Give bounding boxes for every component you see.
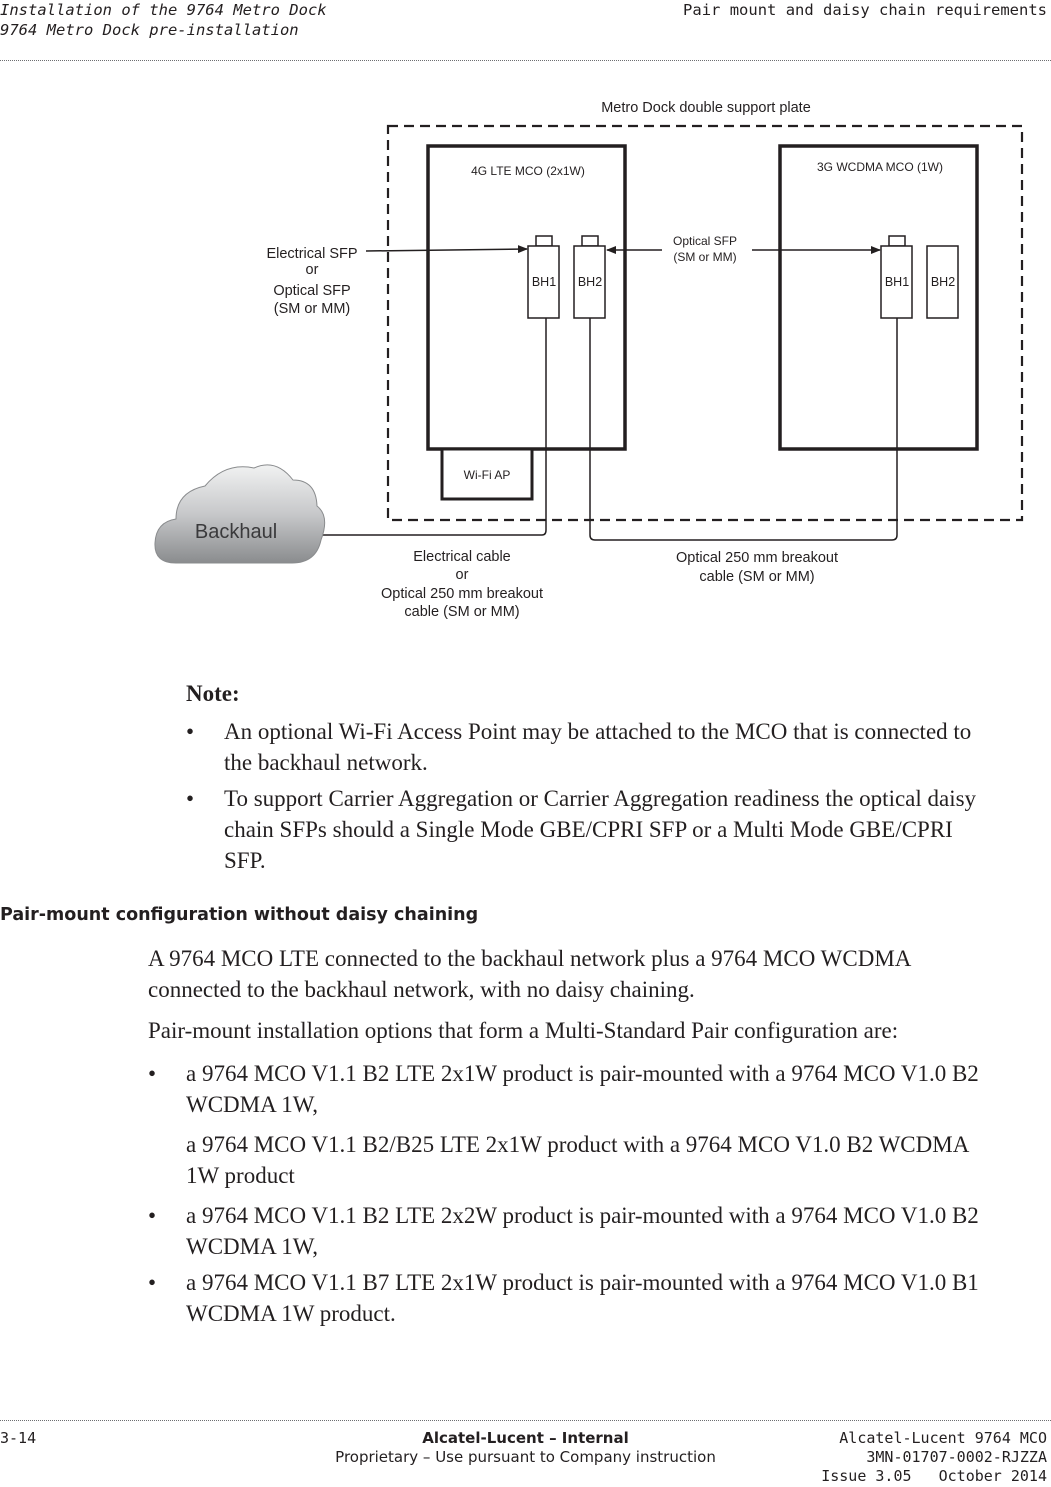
text-line: WCDMA 1W, [186, 1092, 319, 1117]
bottom-right-callout-line-2: cable (SM or MM) [699, 569, 815, 585]
footer-doc-number: 3MN-01707-0002-RJZZA [866, 1448, 1047, 1466]
footer-divider [0, 1420, 1051, 1421]
left-callout-line-4: (SM or MM) [273, 301, 351, 317]
header-topic: Pair mount and daisy chain requirements [683, 1, 1047, 19]
text-line: 1W product [186, 1163, 295, 1188]
text-line: An optional Wi-Fi Access Point may be attached to the MCO that is connected to [224, 719, 972, 744]
option-sub-paragraph [186, 1129, 969, 1191]
text-line: a 9764 MCO V1.1 B2 LTE 2x1W product is pair-mounted with a 9764 MCO V1.0 B2 [186, 1061, 979, 1086]
footer-internal: Alcatel-Lucent – Internal [422, 1429, 629, 1447]
mid-callout-line-2: (SM or MM) [673, 250, 737, 264]
lte-bh2-label: BH2 [577, 275, 603, 289]
wifi-ap-label: Wi-Fi AP [463, 468, 511, 482]
wcdma-bh2-label: BH2 [930, 275, 956, 289]
wcdma-mco-label: 3G WCDMA MCO (1W) [817, 160, 943, 174]
text-line: a 9764 MCO V1.1 B2/B25 LTE 2x1W product with a 9764 MCO V1.0 B2 WCDMA [186, 1132, 970, 1157]
footer-proprietary: Proprietary – Use pursuant to Company instruction [335, 1448, 716, 1466]
section-paragraph-1 [148, 943, 911, 1005]
header-section: 9764 Metro Dock pre-installation [0, 21, 299, 39]
section-heading: Pair-mount configuration without daisy chaining [0, 905, 479, 925]
mid-callout-line-1: Optical SFP [672, 234, 738, 248]
footer-issue: Issue 3.05 October 2014 [821, 1467, 1047, 1485]
text-line: A 9764 MCO LTE connected to the backhaul network plus a 9764 MCO WCDMA [148, 946, 912, 971]
left-callout-line-1: Electrical SFP [266, 246, 358, 262]
wcdma-port-bh2 [927, 246, 958, 318]
text-line: connected to the backhaul network, with no daisy chaining. [148, 977, 695, 1002]
note-item-text [224, 716, 971, 778]
text-line: To support Carrier Aggregation or Carrier Aggregation readiness the optical daisy [224, 786, 977, 811]
lte-port-bh1 [528, 236, 559, 318]
bottom-left-callout-line-4: cable (SM or MM) [404, 604, 520, 620]
bullet-icon: • [148, 1061, 157, 1086]
bottom-left-callout-line-3: Optical 250 mm breakout [381, 586, 543, 602]
text-line: chain SFPs should a Single Mode GBE/CPRI SFP or a Multi Mode GBE/CPRI [224, 817, 953, 842]
wcdma-bh1-label: BH1 [884, 275, 910, 289]
note-item-text [224, 783, 976, 876]
backhaul-label: Backhaul [194, 521, 278, 543]
pair-mount-diagram [0, 80, 1051, 640]
backhaul-cloud [155, 465, 325, 563]
running-header-left [0, 0, 327, 40]
text-line: WCDMA 1W, [186, 1234, 319, 1259]
header-chapter: Installation of the 9764 Metro Dock [0, 1, 327, 19]
lte-port-bh2 [574, 236, 605, 318]
page-number: 3-14 [0, 1429, 37, 1447]
plate-label: Metro Dock double support plate [601, 100, 811, 116]
left-callout-line-2: or [305, 262, 319, 278]
bottom-left-callout-line-2: or [455, 567, 469, 583]
bullet-icon: • [148, 1270, 157, 1295]
footer-product: Alcatel-Lucent 9764 MCO [839, 1429, 1047, 1447]
section-paragraph-2: Pair-mount installation options that form a Multi-Standard Pair configuration are: [148, 1018, 899, 1043]
bottom-left-callout-line-1: Electrical cable [413, 549, 511, 565]
lte-mco-label: 4G LTE MCO (2x1W) [471, 164, 585, 178]
lte-bh1-label: BH1 [531, 275, 557, 289]
text-line: WCDMA 1W product. [186, 1301, 396, 1326]
option-item-text [186, 1267, 979, 1329]
note-title: Note: [186, 681, 240, 706]
footer-document-info [821, 1429, 1047, 1486]
left-callout-line-3: Optical SFP [273, 283, 351, 299]
wcdma-port-bh1 [881, 236, 912, 318]
text-line: a 9764 MCO V1.1 B2 LTE 2x2W product is pair-mounted with a 9764 MCO V1.0 B2 [186, 1203, 979, 1228]
bullet-icon: • [148, 1203, 157, 1228]
bottom-right-callout-line-1: Optical 250 mm breakout [676, 550, 838, 566]
bullet-icon: • [186, 786, 195, 811]
bullet-icon: • [186, 719, 195, 744]
option-item-text [186, 1200, 979, 1262]
text-line: SFP. [224, 848, 266, 873]
option-item-text [186, 1058, 979, 1120]
text-line: a 9764 MCO V1.1 B7 LTE 2x1W product is pair-mounted with a 9764 MCO V1.0 B1 [186, 1270, 979, 1295]
header-divider [0, 60, 1051, 61]
text-line: the backhaul network. [224, 750, 428, 775]
